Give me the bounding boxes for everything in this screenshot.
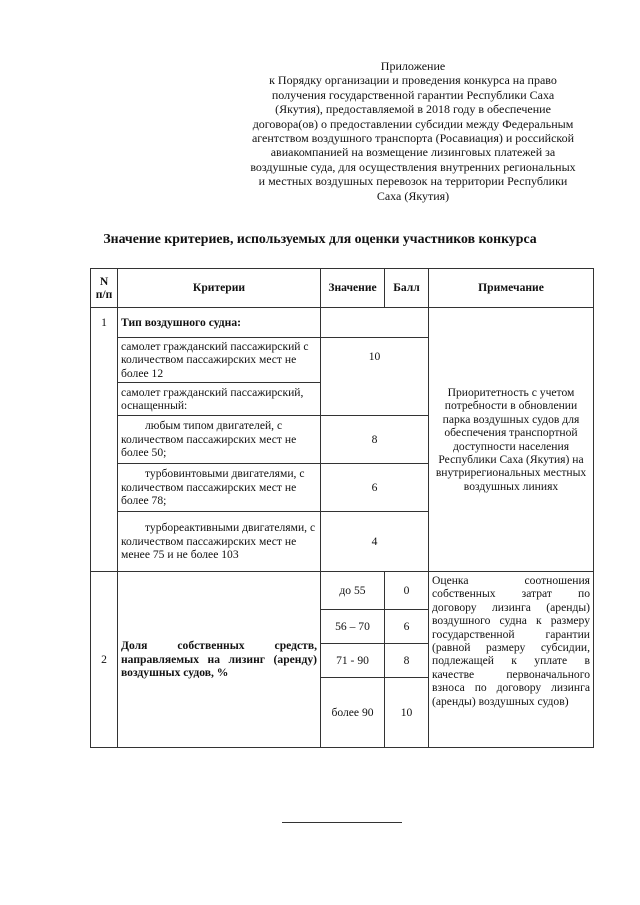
header-score: Балл	[385, 269, 429, 308]
value-cell	[321, 308, 429, 338]
value-cell: более 90	[321, 678, 385, 748]
criteria-cell: самолет гражданский пассажирский, оснащенный:	[118, 383, 321, 416]
note-cell: Оценка соотношения собственных затрат по договору лизинга (аренды) воздушного судна к размеру государственной гарантии (равной размеру субсидии, подлежащей к уплате в качестве первоначального взноса по договору лизинга (аренды) воздушных судов)	[429, 572, 594, 748]
appendix-line: агентством воздушного транспорта (Росавиация) и российской	[251, 131, 575, 146]
appendix-line: договора(ов) о предоставлении субсидии между Федеральным	[252, 116, 574, 131]
criteria-table	[90, 268, 594, 748]
appendix-line: и местных воздушных перевозок на территории Республики	[258, 174, 568, 189]
value-cell: 56 – 70	[321, 610, 385, 644]
score-cell: 8	[321, 416, 429, 464]
appendix-line: получения государственной гарантии Республики Саха	[271, 87, 555, 102]
criteria-text: любым типом двигателей, с количеством пассажирских мест не более 50;	[121, 419, 297, 460]
header-value: Значение	[321, 269, 385, 308]
criteria-text: турбовинтовыми двигателями, с количеством пассажирских мест не более 78;	[121, 467, 305, 508]
score-cell: 4	[321, 512, 429, 572]
row-number: 2	[91, 572, 118, 748]
page-title: Значение критериев, используемых для оценки участников конкурса	[103, 231, 537, 246]
note-cell: Приоритетность с учетом потребности в обновлении парка воздушных судов для обеспечения транспортной доступности населения Республики Саха (Якутия) на внутрирегиональных местных воздушных линиях	[429, 308, 594, 572]
criteria-cell	[118, 416, 321, 464]
appendix-line: Саха (Якутия)	[376, 188, 450, 203]
table-row	[91, 572, 594, 610]
score-cell: 10	[321, 338, 429, 416]
table-row	[91, 308, 594, 338]
value-cell: до 55	[321, 572, 385, 610]
header-note: Примечание	[429, 269, 594, 308]
score-cell: 10	[385, 678, 429, 748]
header-num: N п/п	[91, 269, 118, 308]
criteria-cell: Доля собственных средств, направляемых на лизинг (аренду) воздушных судов, %	[118, 572, 321, 748]
appendix-line: авиакомпанией на возмещение лизинговых платежей за	[270, 145, 556, 160]
criteria-cell	[118, 512, 321, 572]
criteria-cell: Тип воздушного судна:	[118, 308, 321, 338]
footer-separator	[282, 822, 402, 823]
criteria-cell: самолет гражданский пассажирский с количеством пассажирских мест не более 12	[118, 338, 321, 383]
score-cell: 8	[385, 644, 429, 678]
table-header-row	[91, 269, 594, 308]
appendix-line: (Якутия), предоставляемой в 2018 году в обеспечение	[275, 102, 551, 117]
criteria-cell	[118, 464, 321, 512]
value-cell: 71 - 90	[321, 644, 385, 678]
appendix-line: воздушные суда, для осуществления внутренних региональных	[250, 159, 576, 174]
criteria-text: турбореактивными двигателями, с количеством пассажирских мест не менее 75 и не более 103	[121, 521, 316, 562]
appendix-heading: Приложение	[380, 59, 446, 73]
row-number: 1	[91, 308, 118, 572]
score-cell: 6	[385, 610, 429, 644]
appendix-header	[238, 59, 588, 203]
header-criteria: Критерии	[118, 269, 321, 308]
score-cell: 6	[321, 464, 429, 512]
score-cell: 0	[385, 572, 429, 610]
appendix-line: к Порядку организации и проведения конкурса на право	[269, 73, 557, 88]
